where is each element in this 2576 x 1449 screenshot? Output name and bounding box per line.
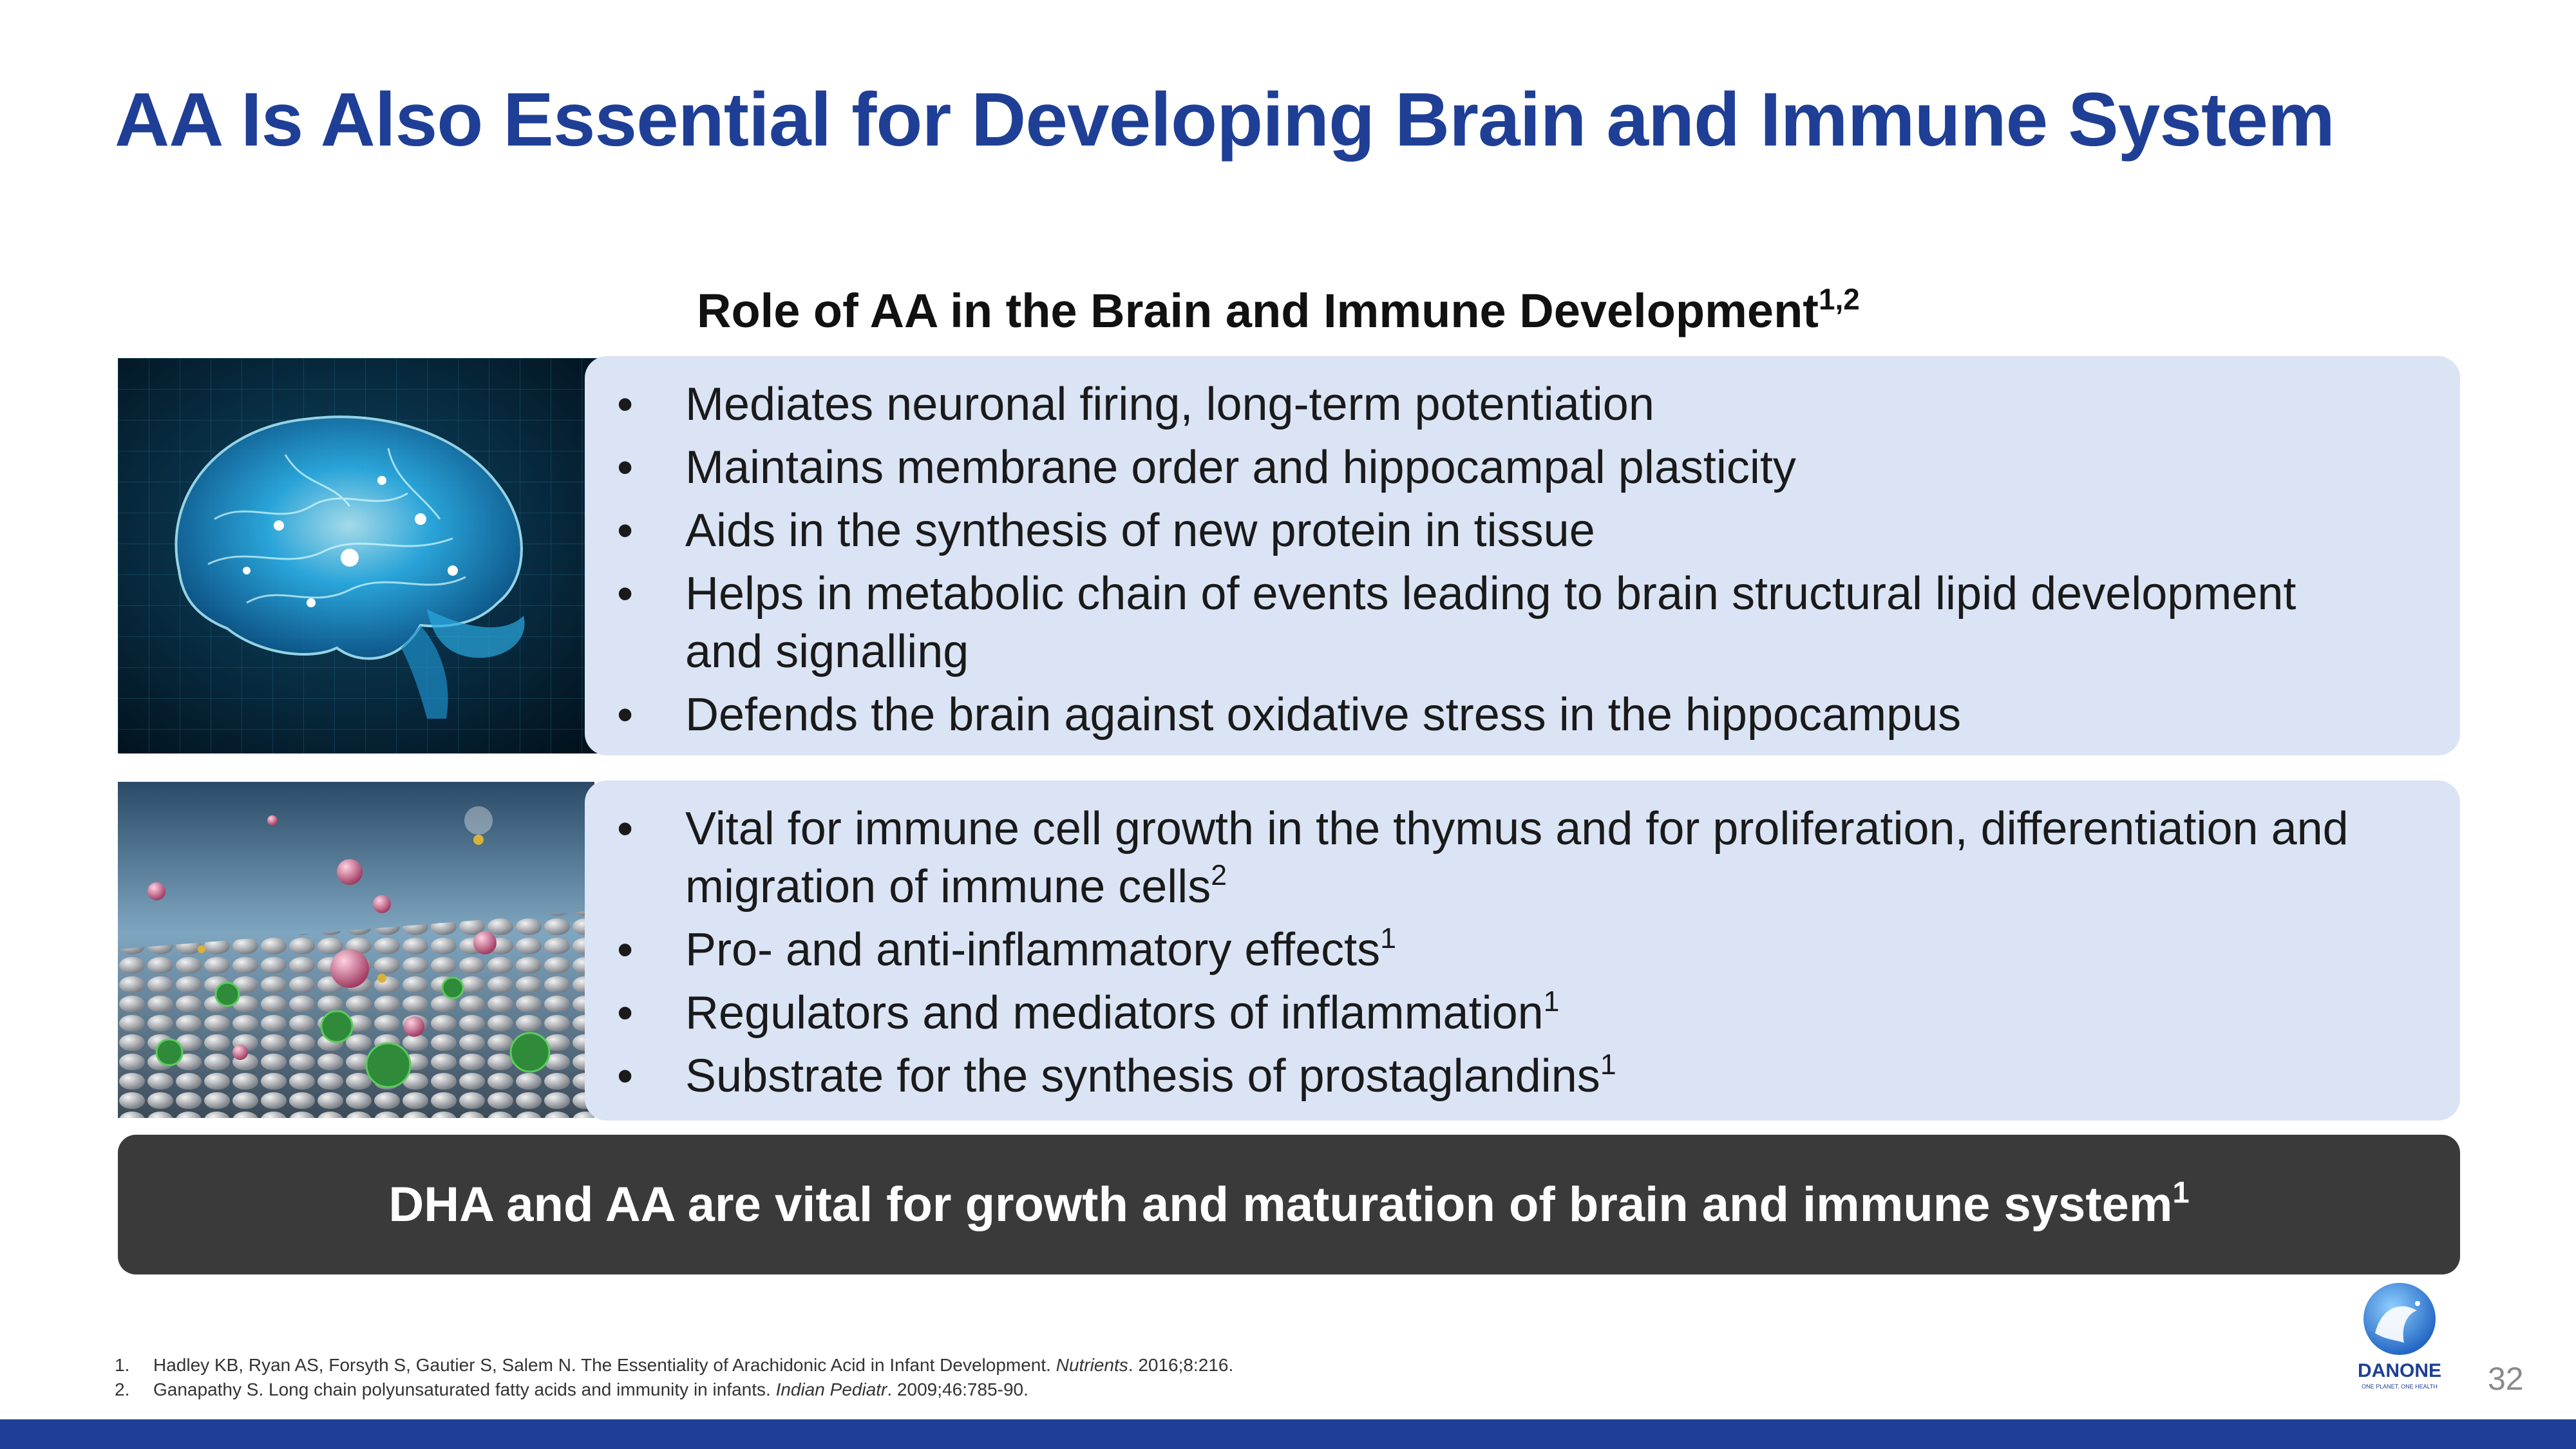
list-item: [585, 1047, 2349, 1105]
bullet-marker: •: [617, 987, 634, 1039]
reference-details: . 2009;46:785-90.: [887, 1379, 1028, 1399]
reference-item: [115, 1355, 1233, 1379]
list-item: [585, 375, 2349, 433]
list-item: [585, 686, 2349, 744]
banner-text: [388, 1177, 2189, 1233]
citation-sup: 2: [1211, 860, 1227, 892]
slide-title: AA Is Also Essential for Developing Brain and Immune System: [115, 77, 2334, 162]
reference-number: 1.: [115, 1355, 130, 1375]
danone-logo: [2356, 1282, 2446, 1397]
bullet-text: Aids in the synthesis of new protein in tissue: [685, 505, 1595, 556]
reference-item: [115, 1379, 1233, 1404]
brain-bullet-list: [585, 375, 2349, 749]
bullet-text: Vital for immune cell growth in the thymus and for proliferation, differentiation and migration of immune cells: [685, 803, 2349, 913]
brain-roles-panel: [585, 356, 2460, 755]
section-heading-text: Role of AA in the Brain and Immune Development: [697, 284, 1819, 337]
reference-journal: Indian Pediatr: [775, 1379, 887, 1399]
bullet-text: Regulators and mediators of inflammation: [685, 987, 1544, 1039]
bullet-marker: •: [617, 379, 634, 430]
bullet-text: Maintains membrane order and hippocampal plasticity: [685, 442, 1796, 493]
reference-details: . 2016;8:216.: [1128, 1355, 1234, 1375]
footer-bar: [0, 1419, 2576, 1449]
logo-tagline: ONE PLANET. ONE HEALTH: [2362, 1383, 2438, 1390]
bullet-marker: •: [617, 442, 634, 493]
logo-wordmark: DANONE: [2357, 1360, 2442, 1381]
bullet-text: Substrate for the synthesis of prostaglandins: [685, 1050, 1600, 1102]
references: [115, 1355, 1233, 1404]
reference-journal: Nutrients: [1056, 1355, 1128, 1375]
bullet-marker: •: [617, 568, 634, 620]
citation-sup: 1: [1543, 986, 1560, 1018]
section-heading-sup: 1,2: [1818, 282, 1860, 316]
bullet-text: Mediates neuronal firing, long-term potentiation: [685, 379, 1654, 430]
list-item: [585, 800, 2349, 916]
reference-text: Ganapathy S. Long chain polyunsaturated fatty acids and immunity in infants.: [153, 1379, 776, 1399]
bullet-marker: •: [617, 689, 634, 741]
bullet-text: Helps in metabolic chain of events leading to brain structural lipid development and signalling: [685, 568, 2297, 677]
list-item: [585, 565, 2349, 681]
bullet-marker: •: [617, 924, 634, 976]
page-number: 32: [2488, 1361, 2524, 1397]
list-item: [585, 984, 2349, 1042]
immune-roles-panel: [585, 781, 2460, 1121]
immune-cells-image: [118, 782, 594, 1118]
bullet-text: Defends the brain against oxidative stress in the hippocampus: [685, 689, 1962, 741]
list-item: [585, 439, 2349, 497]
bullet-marker: •: [617, 505, 634, 556]
banner-text-main: DHA and AA are vital for growth and maturation of brain and immune system: [388, 1177, 2173, 1232]
bullet-marker: •: [617, 803, 634, 855]
list-item: [585, 502, 2349, 560]
bullet-text: Pro- and anti-inflammatory effects: [685, 924, 1381, 976]
immune-bullet-list: [585, 800, 2349, 1110]
citation-sup: 1: [1600, 1049, 1616, 1081]
reference-text: Hadley KB, Ryan AS, Forsyth S, Gautier S, Salem N. The Essentiality of Arachidonic Acid in Infant Development.: [153, 1355, 1056, 1375]
reference-number: 2.: [115, 1379, 130, 1399]
bullet-marker: •: [617, 1050, 634, 1102]
banner-sup: 1: [2172, 1175, 2190, 1209]
section-heading: [697, 283, 1860, 338]
list-item: [585, 921, 2349, 979]
key-message-banner: [118, 1135, 2460, 1274]
brain-image: [118, 358, 614, 753]
citation-sup: 1: [1380, 923, 1396, 955]
